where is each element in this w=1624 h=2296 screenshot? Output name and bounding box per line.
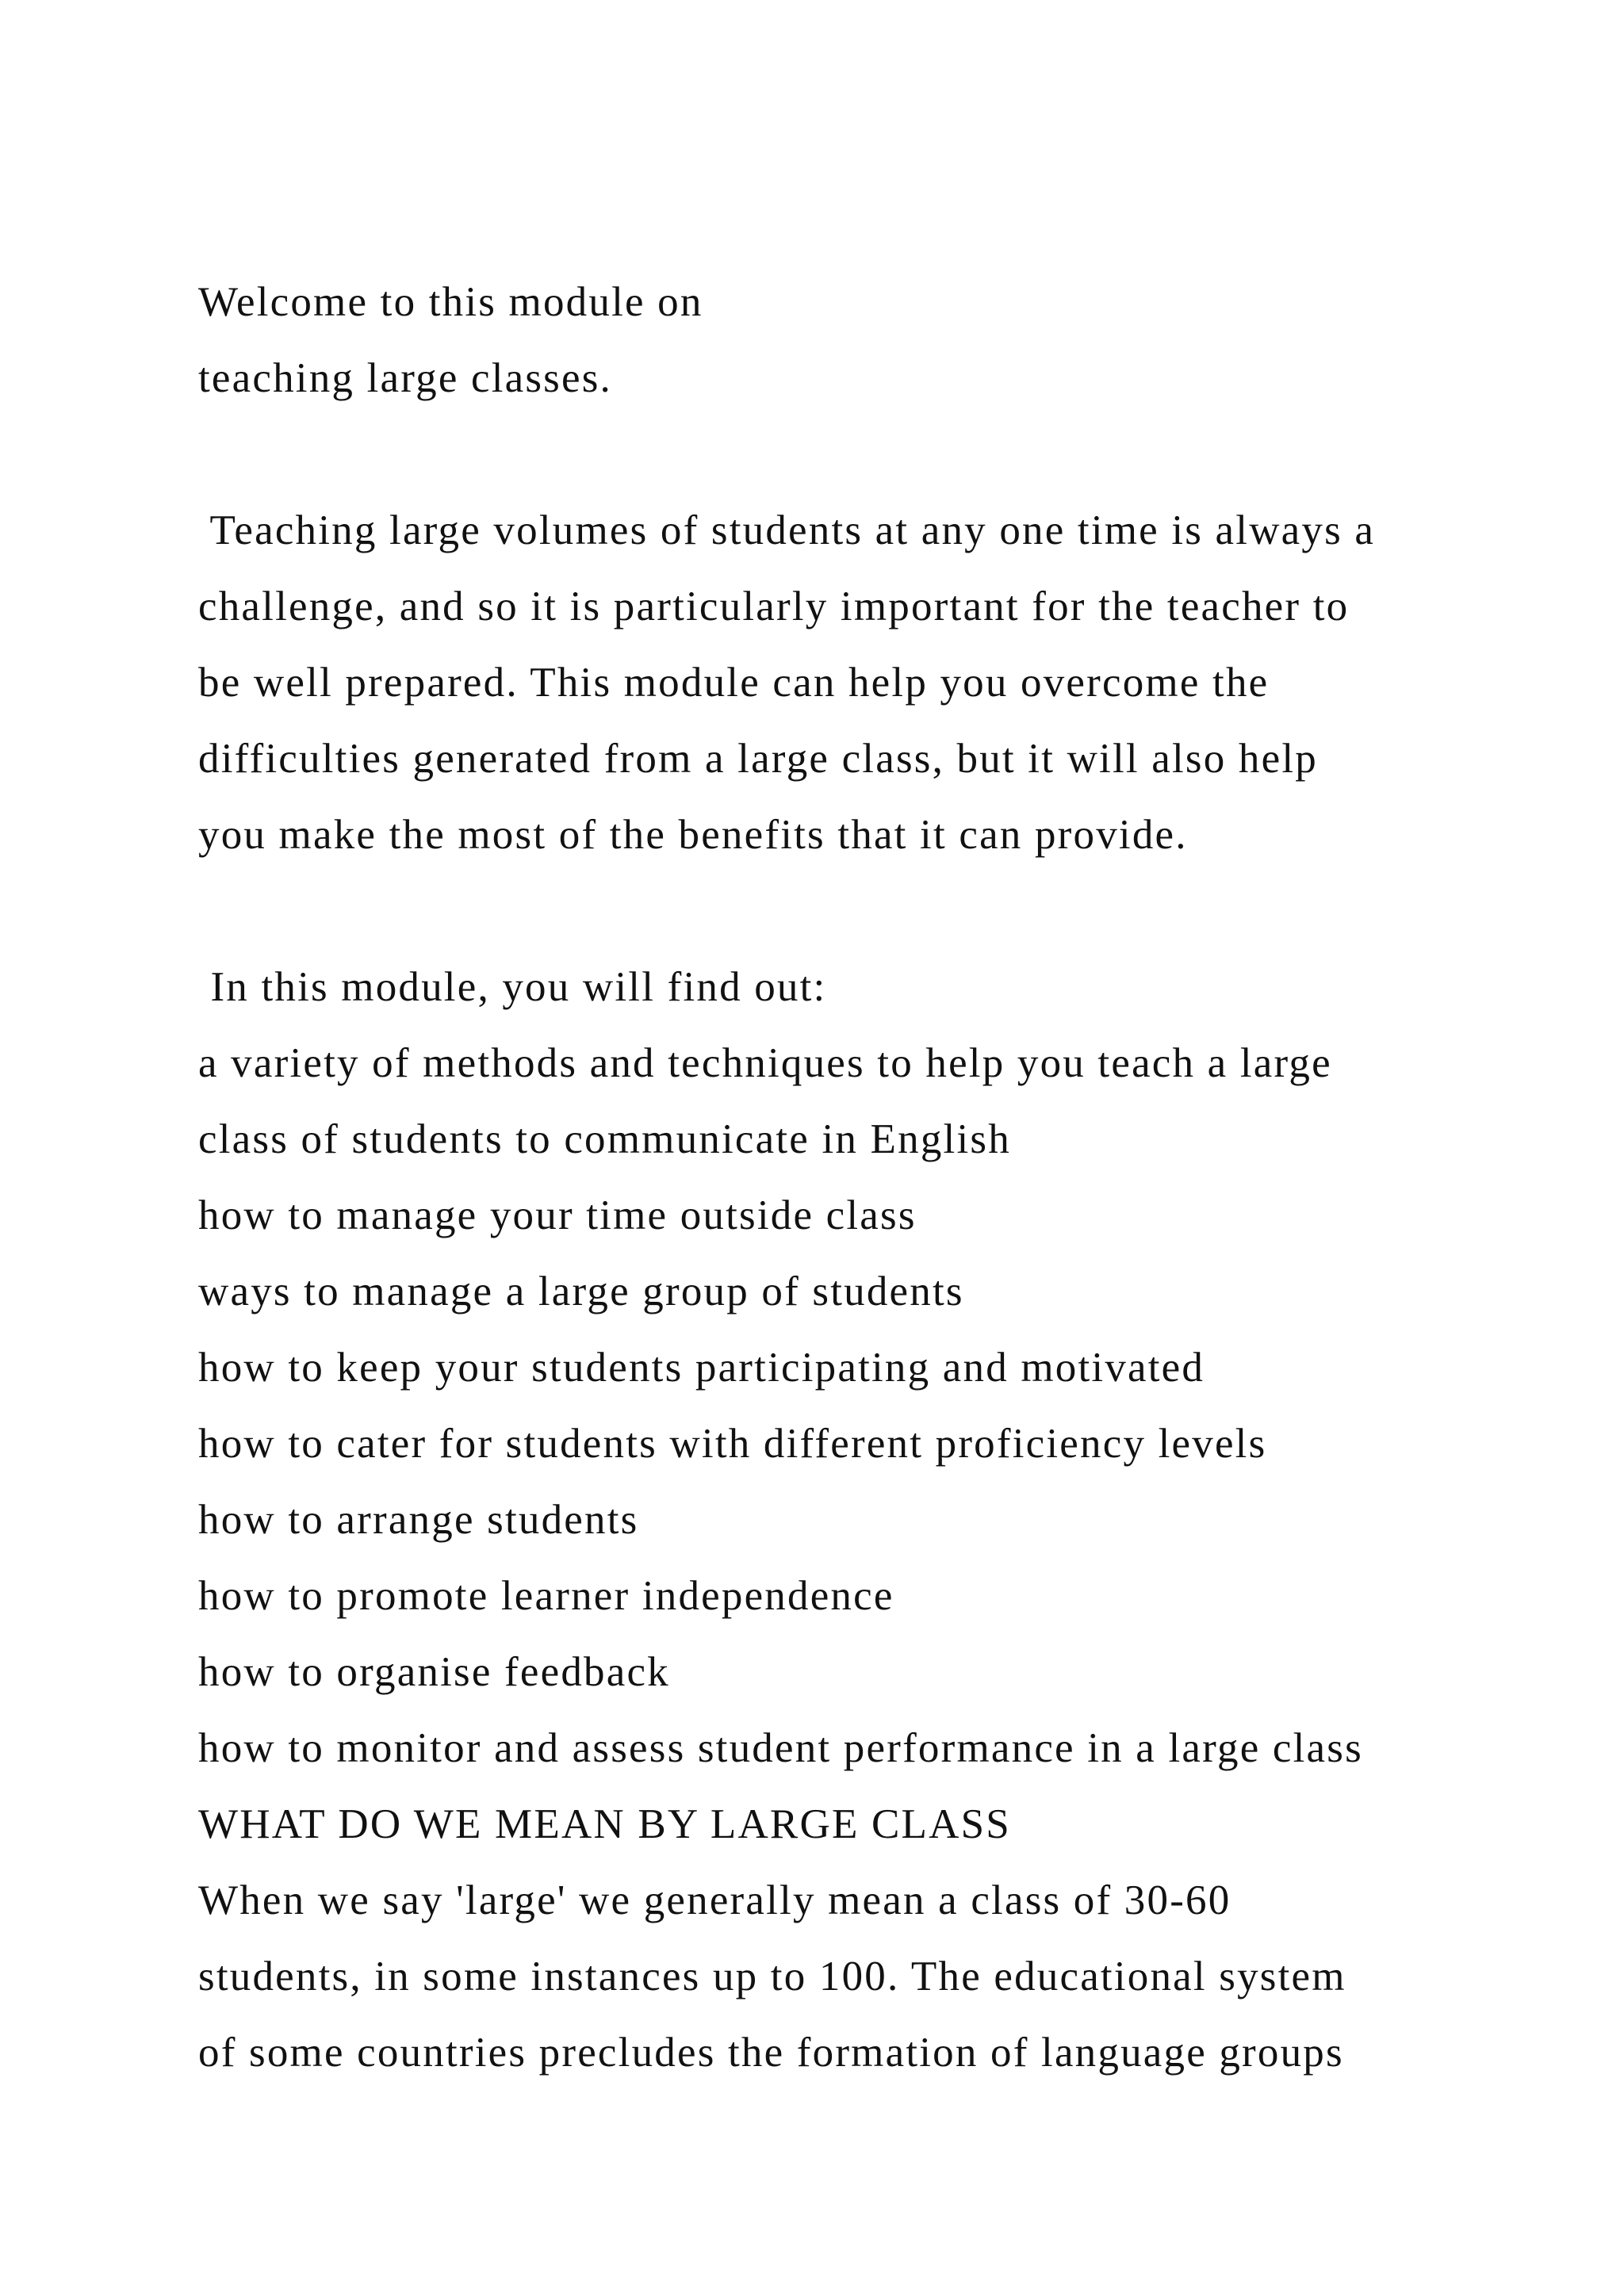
list-item: class of students to communicate in English	[198, 1116, 1011, 1162]
list-item: ways to manage a large group of students	[198, 1269, 964, 1314]
intro-line: Welcome to this module on	[198, 279, 703, 325]
list-item: how to keep your students participating and motivated	[198, 1345, 1205, 1391]
list-item: how to promote learner independence	[198, 1573, 894, 1619]
list-item: a variety of methods and techniques to help you teach a large	[198, 1040, 1332, 1086]
paragraph-line: be well prepared. This module can help you overcome the	[198, 660, 1270, 706]
list-item: how to monitor and assess student performance in a large class	[198, 1725, 1363, 1771]
paragraph-line: difficulties generated from a large class, but it will also help	[198, 736, 1318, 782]
document-body	[198, 264, 1562, 2091]
paragraph-spacer	[198, 873, 1562, 949]
paragraph-spacer	[198, 416, 1562, 492]
paragraph-line: students, in some instances up to 100. The educational system	[198, 1954, 1346, 1999]
list-intro: In this module, you will find out:	[198, 964, 827, 1010]
paragraph-line: Teaching large volumes of students at any one time is always a	[198, 507, 1376, 553]
list-item: how to arrange students	[198, 1497, 639, 1543]
paragraph-line: you make the most of the benefits that it can provide.	[198, 812, 1188, 858]
paragraph-line: challenge, and so it is particularly important for the teacher to	[198, 584, 1350, 629]
list-item: how to organise feedback	[198, 1649, 670, 1695]
section-heading: WHAT DO WE MEAN BY LARGE CLASS	[198, 1801, 1011, 1847]
list-item: how to manage your time outside class	[198, 1192, 917, 1238]
intro-line: teaching large classes.	[198, 355, 613, 401]
paragraph-line: of some countries precludes the formation of language groups	[198, 2030, 1344, 2076]
list-item: how to cater for students with different proficiency levels	[198, 1421, 1267, 1467]
paragraph-line: When we say 'large' we generally mean a class of 30-60	[198, 1877, 1231, 1923]
